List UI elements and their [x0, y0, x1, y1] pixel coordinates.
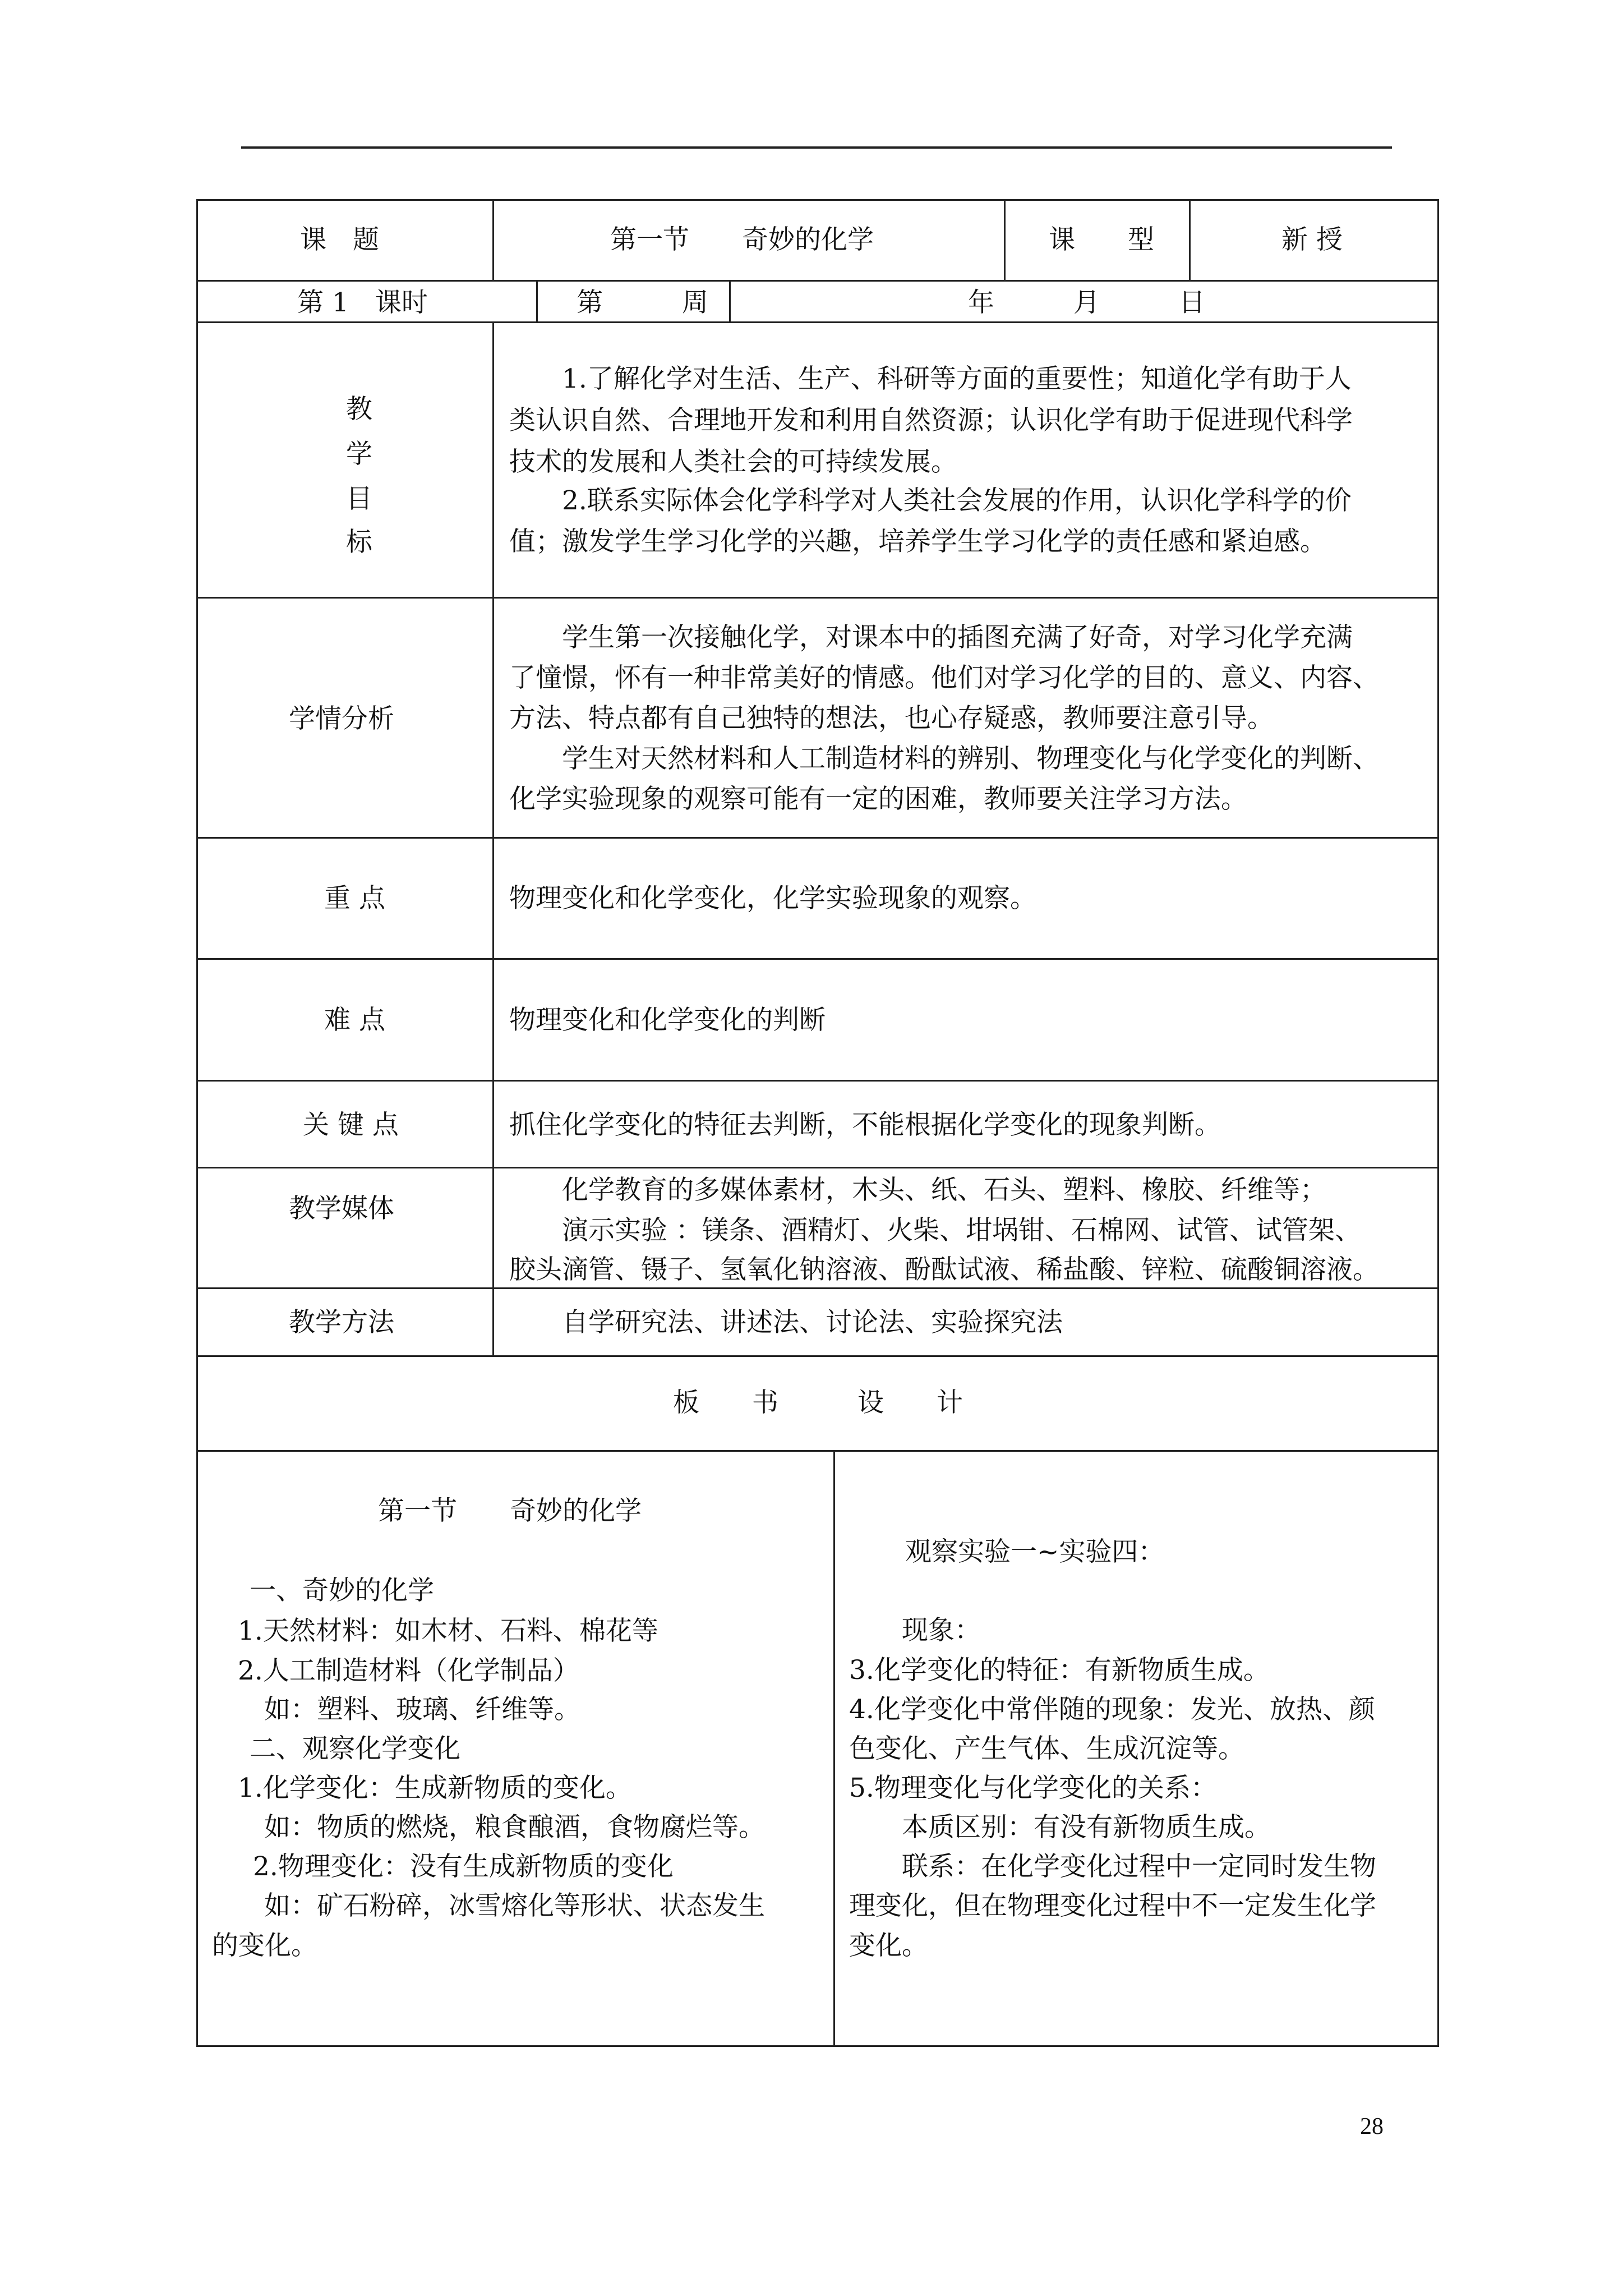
board-right-heading: 观察实验一~实验四：	[905, 1536, 1165, 1567]
key-point-label: 重 点	[324, 883, 385, 914]
week-field: 第 周	[577, 287, 708, 318]
period-field: 第 1 课时	[297, 287, 428, 318]
board-left-heading: 第一节 奇妙的化学	[378, 1496, 642, 1526]
row-divider	[196, 597, 1439, 599]
board-right-line: 色变化、产生气体、生成沉淀等。	[849, 1733, 1244, 1764]
type-value: 新 授	[1281, 224, 1343, 255]
row-divider	[196, 1080, 1439, 1082]
board-left-line: 二、观察化学变化	[223, 1733, 460, 1764]
media-line: 演示实验 ：镁条、酒精灯、火柴、坩埚钳、石棉网、试管、试管架、	[509, 1215, 1361, 1246]
board-left-line: 的变化。	[212, 1930, 317, 1961]
col-divider	[536, 280, 538, 322]
media-line: 胶头滴管、镊子、氢氧化钠溶液、酚酞试液、稀盐酸、锌粒、硫酸铜溶液。	[509, 1254, 1379, 1285]
methods-text: 自学研究法、讲述法、讨论法、实验探究法	[509, 1307, 1063, 1338]
objectives-line: 类认识自然、合理地开发和利用自然资源；认识化学有助于促进现代科学	[509, 405, 1353, 436]
board-right-line: 现象：	[849, 1615, 981, 1646]
objectives-line: 值；激发学生学习化学的兴趣，培养学生学习化学的责任感和紧迫感。	[509, 526, 1326, 557]
difficulty-text: 物理变化和化学变化的判断	[509, 1005, 826, 1036]
media-label: 教学媒体	[289, 1193, 394, 1224]
objectives-line: 2.联系实际体会化学科学对人类社会发展的作用，认识化学科学的价	[509, 485, 1352, 516]
row-divider	[196, 321, 1439, 323]
col-divider	[492, 321, 494, 1356]
analysis-line: 学生第一次接触化学，对课本中的插图充满了好奇，对学习化学充满	[509, 622, 1353, 653]
media-line: 化学教育的多媒体素材，木头、纸、石头、塑料、橡胶、纤维等；	[509, 1175, 1326, 1205]
row-divider	[196, 958, 1439, 960]
date-field: 年 月 日	[968, 287, 1205, 318]
page-number: 28	[1360, 2114, 1384, 2139]
analysis-line: 学生对天然材料和人工制造材料的辨别、物理变化与化学变化的判断、	[509, 743, 1379, 774]
col-divider	[1189, 199, 1191, 280]
row-divider	[196, 1450, 1439, 1452]
col-divider	[729, 280, 731, 322]
header-rule	[241, 146, 1392, 149]
board-left-line: 如：塑料、玻璃、纤维等。	[238, 1694, 580, 1725]
board-left-line: 1.天然材料：如木材、石料、棉花等	[238, 1616, 658, 1646]
objectives-line: 1.了解化学对生活、生产、科研等方面的重要性；知道化学有助于人	[509, 364, 1352, 394]
board-right-line: 4.化学变化中常伴随的现象：发光、放热、颜	[849, 1694, 1375, 1725]
crux-text: 抓住化学变化的特征去判断，不能根据化学变化的现象判断。	[509, 1110, 1221, 1140]
topic-value: 第一节 奇妙的化学	[610, 224, 874, 255]
topic-label: 课 题	[300, 224, 379, 255]
board-left-line: 一、奇妙的化学	[223, 1575, 434, 1606]
board-right-line: 本质区别：有没有新物质生成。	[849, 1812, 1271, 1843]
row-divider	[196, 1355, 1439, 1357]
objectives-label-char: 标	[346, 527, 372, 558]
row-divider	[196, 837, 1439, 839]
analysis-label: 学情分析	[289, 703, 394, 734]
board-design-title: 板 书 设 计	[673, 1387, 963, 1418]
objectives-line: 技术的发展和人类社会的可持续发展。	[509, 447, 957, 477]
key-point-text: 物理变化和化学变化，化学实验现象的观察。	[509, 883, 1036, 914]
col-divider	[833, 1450, 835, 2047]
analysis-line: 了憧憬，怀有一种非常美好的情感。他们对学习化学的目的、意义、内容、	[509, 662, 1379, 693]
objectives-label-char: 教	[346, 394, 372, 425]
board-left-line: 2.人工制造材料（化学制品）	[238, 1655, 579, 1686]
analysis-line: 化学实验现象的观察可能有一定的困难，教师要关注学习方法。	[509, 784, 1247, 815]
type-label: 课 型	[1049, 224, 1154, 255]
difficulty-label: 难 点	[324, 1005, 385, 1036]
board-left-line: 如：物质的燃烧，粮食酿酒，食物腐烂等。	[238, 1812, 765, 1843]
methods-label: 教学方法	[289, 1307, 394, 1338]
board-left-line: 1.化学变化：生成新物质的变化。	[238, 1773, 632, 1803]
board-right-line: 理变化，但在物理变化过程中不一定发生化学	[849, 1890, 1376, 1921]
col-divider	[1004, 199, 1006, 280]
row-divider	[196, 1287, 1439, 1289]
col-divider	[492, 199, 494, 280]
board-right-line: 变化。	[849, 1930, 928, 1961]
board-right-line: 联系：在化学变化过程中一定同时发生物	[849, 1851, 1376, 1882]
board-right-line: 3.化学变化的特征：有新物质生成。	[849, 1655, 1270, 1686]
board-left-line: 2.物理变化：没有生成新物质的变化	[227, 1851, 674, 1882]
board-right-line: 5.物理变化与化学变化的关系：	[849, 1773, 1217, 1803]
board-left-line: 如：矿石粉碎，冰雪熔化等形状、状态发生	[238, 1890, 765, 1921]
row-divider	[196, 280, 1439, 282]
objectives-label-char: 目	[346, 484, 372, 514]
analysis-line: 方法、特点都有自己独特的想法，也心存疑惑，教师要注意引导。	[509, 703, 1274, 734]
objectives-label-char: 学	[346, 439, 372, 470]
crux-label: 关 键 点	[303, 1110, 399, 1140]
row-divider	[196, 1167, 1439, 1168]
